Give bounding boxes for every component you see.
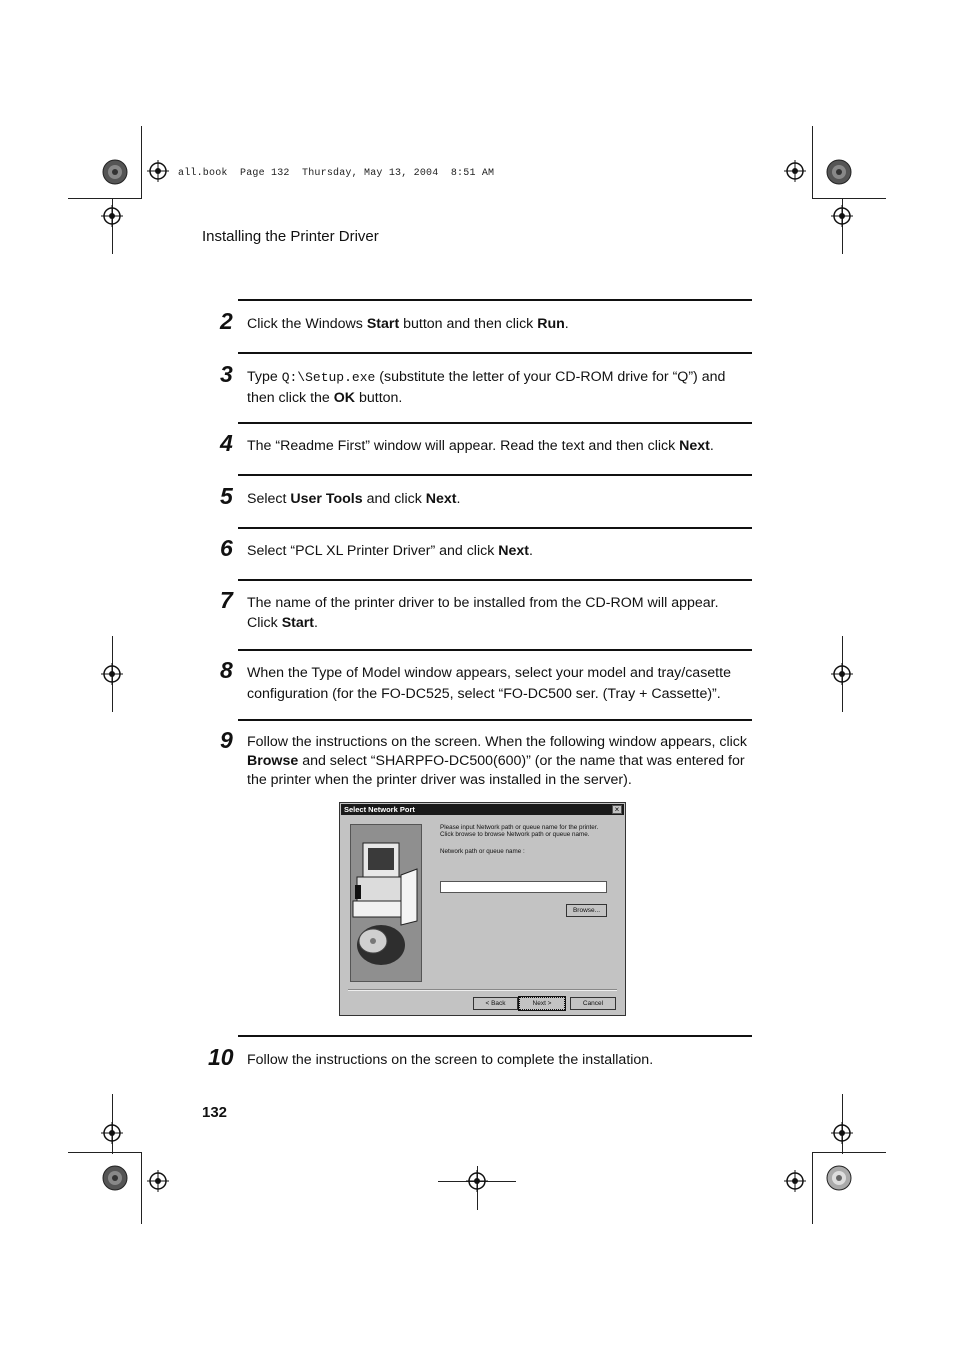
step-number: 5 (220, 483, 233, 509)
network-path-input[interactable] (440, 881, 607, 893)
color-seal-icon (826, 159, 852, 185)
step-text: Select “PCL XL Printer Driver” and click Next. (247, 543, 533, 559)
registration-target-icon (831, 205, 853, 227)
step-number: 10 (208, 1044, 234, 1070)
step-text: When the Type of Model window appears, select your model and tray/casette configuration (for the FO-DC525, select “FO-DC500 ser. (Tray + Cassette)”. (247, 665, 731, 702)
browse-button[interactable]: Browse... (566, 904, 607, 917)
cancel-button[interactable]: Cancel (570, 997, 616, 1010)
crop-mark (68, 198, 142, 199)
field-label: Network path or queue name : (440, 848, 525, 855)
registration-target-icon (147, 160, 169, 182)
step-number: 3 (220, 361, 233, 387)
dialog-separator (348, 989, 617, 991)
step-number: 2 (220, 308, 233, 334)
step-number: 7 (220, 587, 233, 613)
step-divider (238, 719, 752, 721)
step-number: 6 (220, 535, 233, 561)
instruction-line: Click browse to browse Network path or queue name. (440, 831, 590, 838)
crop-mark (68, 1152, 142, 1153)
step-text: Select User Tools and click Next. (247, 491, 461, 507)
step-divider (238, 299, 752, 301)
dialog-title: Select Network Port (344, 805, 415, 814)
crop-mark (812, 126, 813, 198)
instruction-line: Please input Network path or queue name for the printer. (440, 824, 599, 831)
step-divider (238, 579, 752, 581)
color-seal-icon (102, 159, 128, 185)
computer-cd-icon (351, 825, 422, 982)
running-head: Installing the Printer Driver (202, 228, 379, 245)
crop-mark (812, 1152, 886, 1153)
crop-mark (812, 1152, 813, 1224)
step-number: 4 (220, 430, 233, 456)
color-seal-icon (102, 1165, 128, 1191)
registration-target-icon (101, 205, 123, 227)
step-text: Type Q:\Setup.exe (substitute the letter of your CD-ROM drive for “Q”) and then click the OK button. (247, 369, 726, 406)
color-seal-icon (826, 1165, 852, 1191)
step-number: 9 (220, 727, 233, 753)
select-network-port-dialog (339, 802, 626, 1016)
close-icon[interactable]: × (612, 805, 622, 814)
dialog-titlebar (341, 804, 624, 815)
step-divider (238, 527, 752, 529)
crop-mark (141, 1152, 142, 1224)
step-divider (238, 649, 752, 651)
step-divider (238, 352, 752, 354)
registration-target-icon (466, 1170, 488, 1192)
crop-mark (141, 126, 142, 198)
step-divider (238, 474, 752, 476)
next-button[interactable]: Next > (519, 997, 565, 1010)
print-header: all.book Page 132 Thursday, May 13, 2004 8:51 AM (178, 168, 495, 179)
computer-illustration (350, 824, 422, 982)
registration-target-icon (147, 1170, 169, 1192)
step-text: Follow the instructions on the screen. When the following window appears, click Browse and select “SHARPFO-DC500(600)” (or the name that was entered for the printer when the printer driver was installed in the server). (247, 734, 747, 788)
step-divider (238, 422, 752, 424)
step-number: 8 (220, 657, 233, 683)
step-text: Follow the instructions on the screen to complete the installation. (247, 1052, 654, 1068)
step-text: Click the Windows Start button and then click Run. (247, 316, 569, 332)
step-text: The name of the printer driver to be installed from the CD-ROM will appear. Click Start. (247, 595, 719, 631)
registration-target-icon (831, 663, 853, 685)
step-divider (238, 1035, 752, 1037)
registration-target-icon (831, 1122, 853, 1144)
registration-target-icon (784, 1170, 806, 1192)
crop-mark (812, 198, 886, 199)
step-text: The “Readme First” window will appear. Read the text and then click Next. (247, 438, 714, 454)
registration-target-icon (101, 663, 123, 685)
registration-target-icon (101, 1122, 123, 1144)
back-button[interactable]: < Back (473, 997, 518, 1010)
page-number: 132 (202, 1104, 228, 1121)
registration-target-icon (784, 160, 806, 182)
